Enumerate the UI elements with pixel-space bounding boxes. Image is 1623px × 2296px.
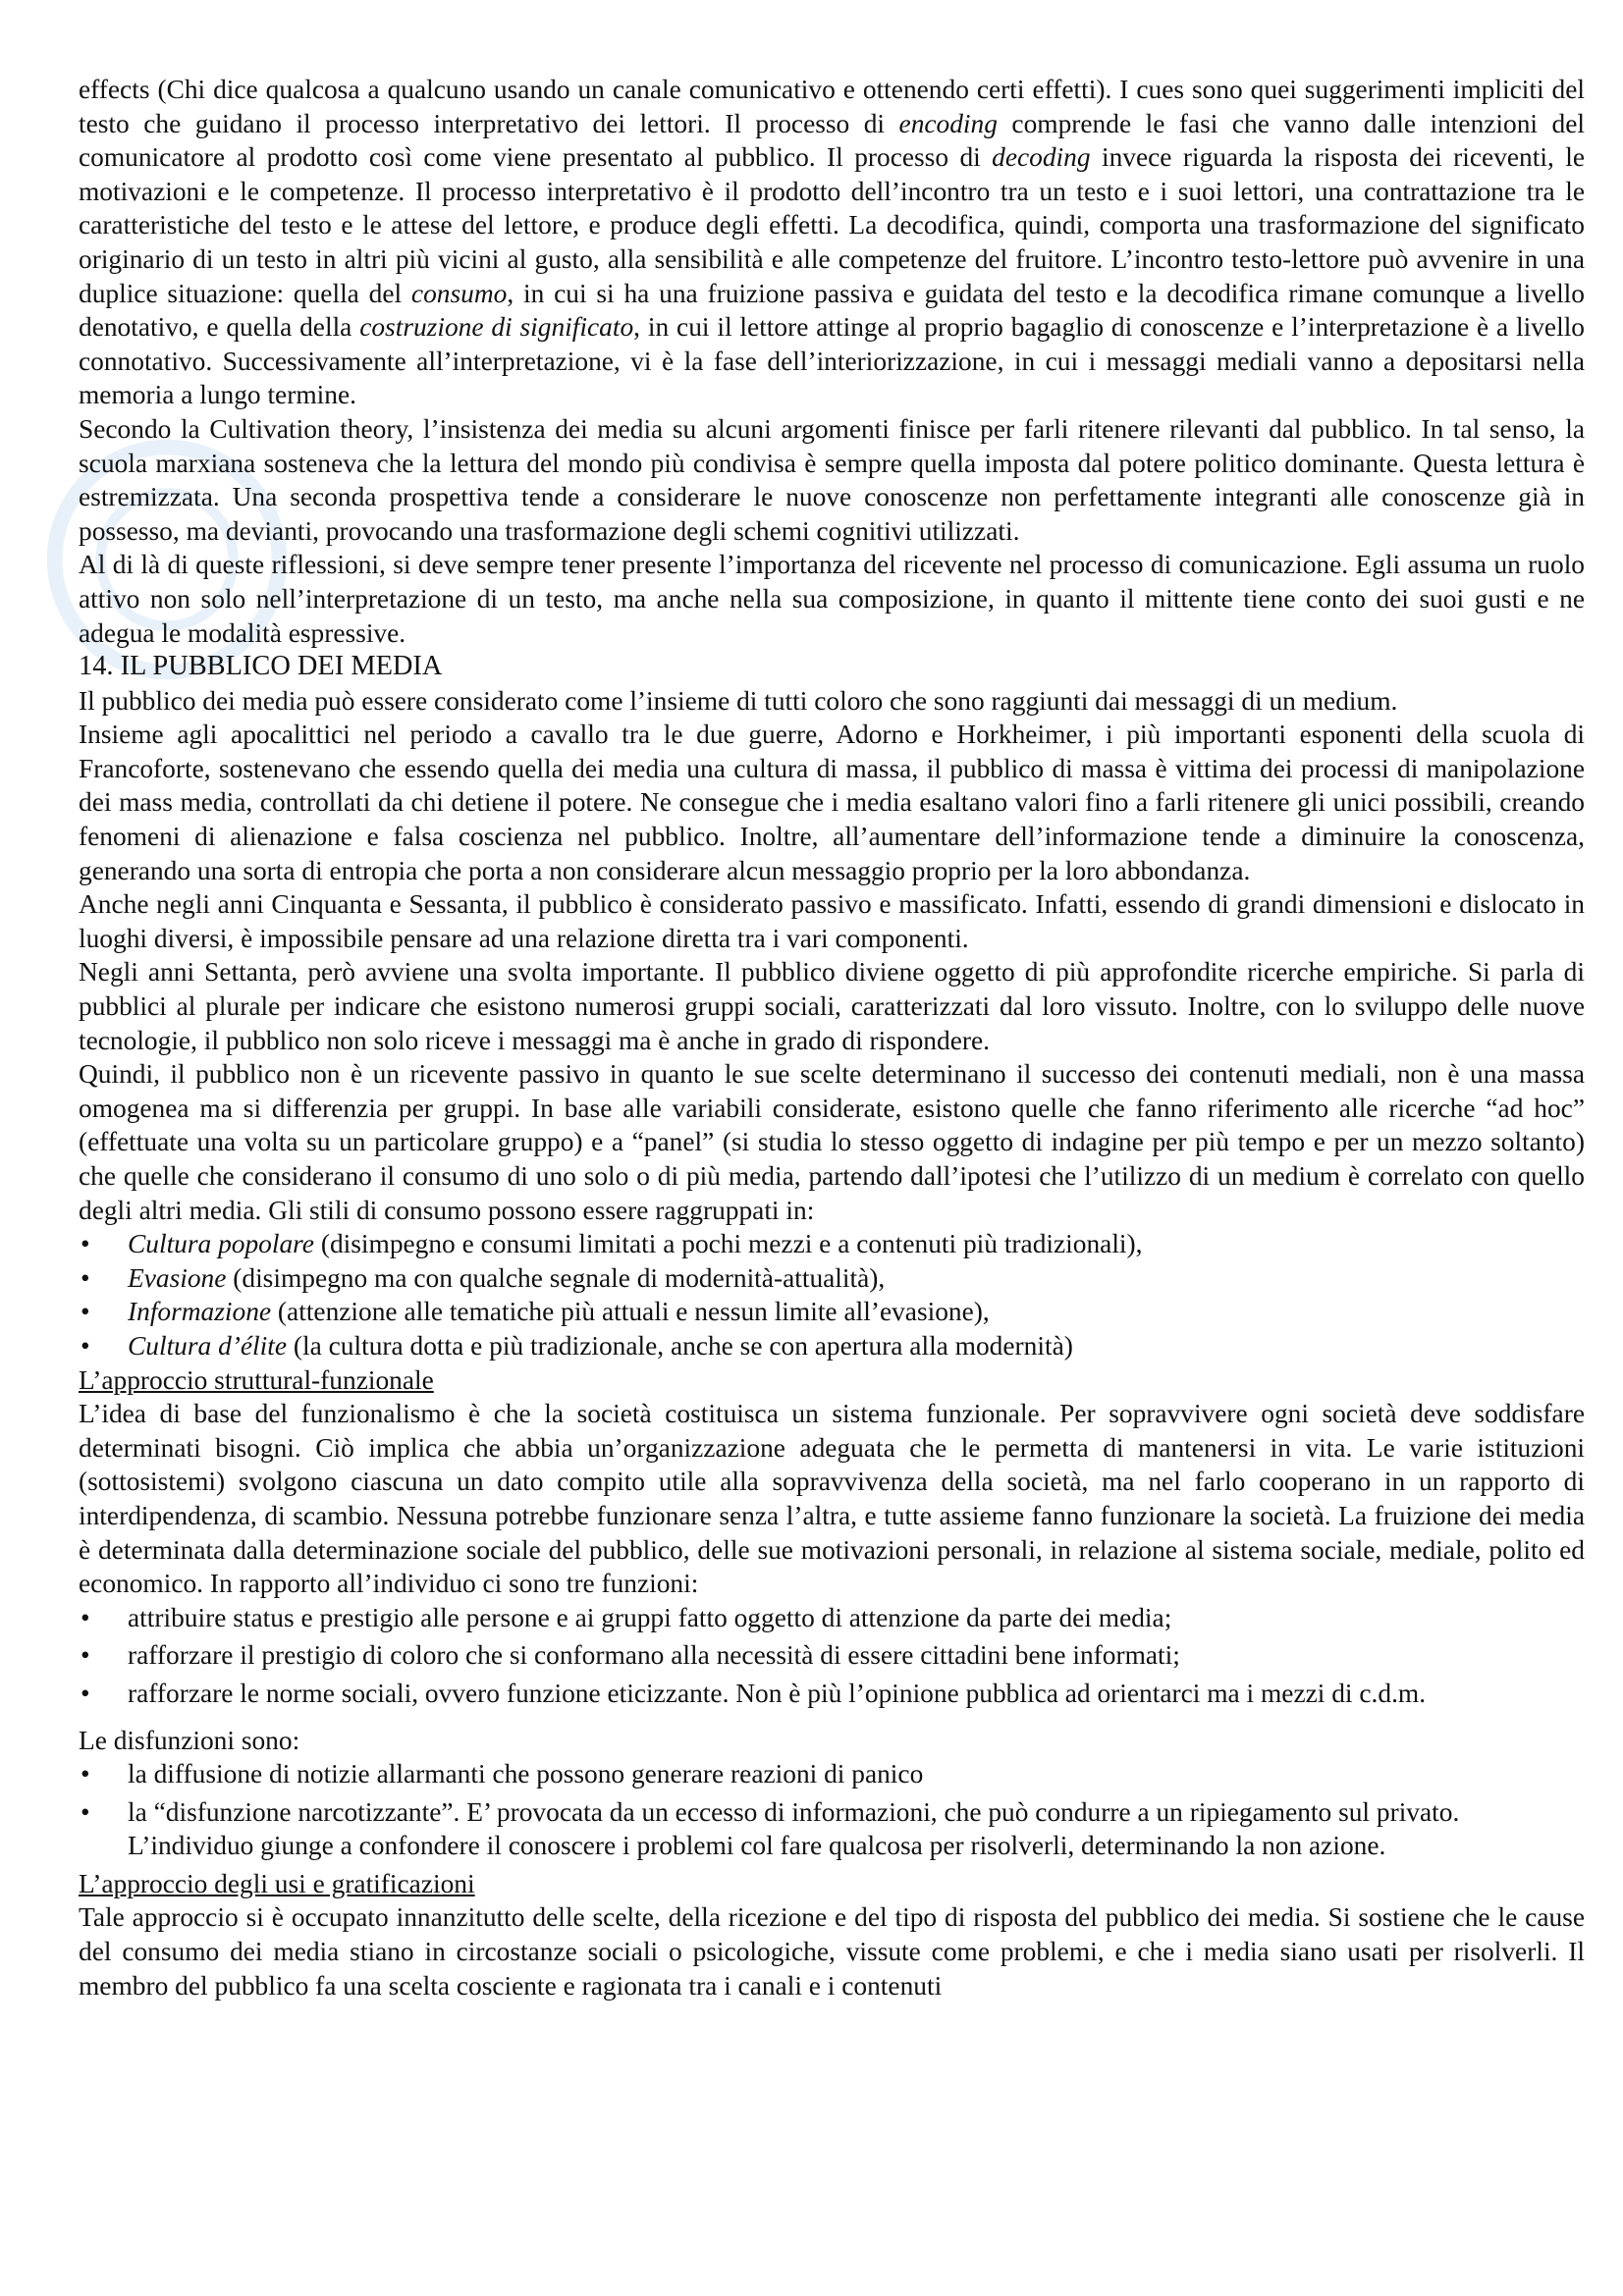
list-item: • Evasione (disimpegno ma con qualche segnale di modernità-attualità), (79, 1261, 1585, 1296)
paragraph-cultivation-theory: Secondo la Cultivation theory, l’insistenza dei media su alcuni argomenti finisce per farli ritenere rilevanti dal pubblico. In tal senso, la scuola marxiana sosteneva che la lettura del mondo più condivisa è sempre quella imposta dal potere politico dominante. Questa lettura è estremizzata. Una seconda prospettiva tende a considerare le nuove conoscenze non perfettamente integranti alle conoscenze già in possesso, ma devianti, provocando una trasformazione degli schemi cognitivi utilizzati. (79, 413, 1585, 546)
bullet-icon: • (81, 1330, 90, 1361)
subheading-structural-functional: L’approccio struttural-funzionale (79, 1364, 434, 1395)
bullet-icon: • (81, 1678, 90, 1708)
dysfunctions-list (79, 1757, 1585, 1863)
paragraph-uses-gratifications: Tale approccio si è occupato innanzitutto delle scelte, della ricezione e del tipo di risposta del pubblico dei media. Si sostiene che le cause del consumo dei media stiano in circostanze sociali o psicologiche, vissute come problemi, e che i media siano usati per risolverli. Il membro del pubblico fa una scelta cosciente e ragionata tra i canali e i contenuti (79, 1902, 1585, 2001)
bullet-icon: • (81, 1262, 90, 1293)
paragraph-seventies: Negli anni Settanta, però avviene una svolta importante. Il pubblico diviene oggetto di più approfondite ricerche empiriche. Si parla di pubblici al plurale per indicare che esistono numerosi gruppi sociali, caratterizzati dal loro vissuto. Inoltre, con lo sviluppo delle nuove tecnologie, il pubblico non solo riceve i messaggi ma è anche in grado di rispondere. (79, 957, 1585, 1055)
list-item: • Informazione (attenzione alle tematiche più attuali e nessun limite all’evasione), (79, 1295, 1585, 1329)
list-item: • rafforzare il prestigio di coloro che si conformano alla necessità di essere cittadini bene informati; (79, 1638, 1585, 1673)
bullet-icon: • (81, 1759, 90, 1789)
subheading-uses-gratifications: L’approccio degli usi e gratificazioni (79, 1868, 475, 1898)
list-item: • attribuire status e prestigio alle persone e ai gruppi fatto oggetto di attenzione da parte dei media; (79, 1601, 1585, 1635)
list-item: • la “disfunzione narcotizzante”. E’ provocata da un eccesso di informazioni, che può condurre a un ripiegamento sul privato. L’individuo giunge a confondere il conoscere i problemi col fare qualcosa per risolverli, determinando la non azione. (81, 1796, 1460, 1861)
bullet-icon: • (81, 1796, 90, 1827)
bullet-icon: • (81, 1640, 90, 1671)
bullet-icon: • (81, 1602, 90, 1632)
paragraph-dysfunctions-intro: Le disfunzioni sono: (79, 1725, 300, 1755)
list-item: • Cultura d’élite (la cultura dotta e più tradizionale, anche se con apertura alla modernità) (79, 1329, 1585, 1363)
section-heading: 14. IL PUBBLICO DEI MEDIA (79, 651, 443, 682)
bullet-icon: • (81, 1297, 90, 1327)
functions-list (79, 1601, 1585, 1711)
list-item: • la diffusione di notizie allarmanti che possono generare reazioni di panico (79, 1757, 1585, 1791)
bullet-icon: • (81, 1229, 90, 1259)
paragraph-public-definition: Il pubblico dei media può essere considerato come l’insieme di tutti coloro che sono raggiunti dai messaggi di un medium. (79, 685, 1398, 716)
list-item: • Cultura popolare (disimpegno e consumi limitati a pochi mezzi e a contenuti più tradizionali), (79, 1227, 1585, 1261)
paragraph-functionalism: L’idea di base del funzionalismo è che la società costituisca un sistema funzionale. Per sopravvivere ogni società deve soddisfare determinati bisogni. Ciò implica che abbia un’organizzazione adeguata che le permetta di mantenersi in vita. Le varie istituzioni (sottosistemi) svolgono ciascuna un dato compito utile alla sopravvivenza della società, ma nel farlo cooperano in un rapporto di interdipendenza, di scambio. Nessuna potrebbe funzionare senza l’altra, e tutte assieme fanno funzionare la società. La fruizione dei media è determinata dalla determinazione sociale del pubblico, delle sue motivazioni personali, in relazione al sistema sociale, mediale, polito ed economico. In rapporto all’individuo ci sono tre funzioni: (79, 1399, 1585, 1599)
paragraph-fifties-sixties: Anche negli anni Cinquanta e Sessanta, il pubblico è considerato passivo e massificato. Infatti, essendo di grandi dimensioni e dislocato in luoghi diversi, è impossibile pensare ad una relazione diretta tra i vari componenti. (79, 889, 1585, 953)
paragraph-decoding: effects (Chi dice qualcosa a qualcuno usando un canale comunicativo e ottenendo certi effetti). I cues sono quei suggerimenti impliciti del testo che guidano il processo interpretativo dei lettori. Il processo di encoding comprende le fasi che vanno dalle intenzioni del comunicatore al prodotto così come viene presentato al pubblico. Il processo di decoding invece riguarda la risposta dei riceventi, le motivazioni e le competenze. Il processo interpretativo è il prodotto dell’incontro tra un testo e i suoi lettori, una contrattazione tra le caratteristiche del testo e le attese del lettore, e produce degli effetti. La decodifica, quindi, comporta una trasformazione del significato originario di un testo in altri più vicini al gusto, alla sensibilità e alle competenze del fruitore. L’incontro testo-lettore può avvenire in una duplice situazione: quella del consumo, in cui si ha una fruizione passiva e guidata del testo e la decodifica rimane comunque a livello denotativo, e quella della costruzione di significato, in cui il lettore attinge al proprio bagaglio di conoscenze e l’interpretazione è a livello connotativo. Successivamente all’interpretazione, vi è la fase dell’interiorizzazione, in cui i messaggi mediali vanno a depositarsi nella memoria a lungo termine. (79, 75, 1585, 410)
paragraph-receiver-role: Al di là di queste riflessioni, si deve sempre tener presente l’importanza del ricevente nel processo di comunicazione. Egli assuma un ruolo attivo non solo nell’interpretazione di un testo, ma anche nella sua composizione, in quanto il mittente tiene conto dei suoi gusti e ne adegua le modalità espressive. (79, 550, 1585, 648)
paragraph-consumption-styles: Quindi, il pubblico non è un ricevente passivo in quanto le sue scelte determinano il successo dei contenuti mediali, non è una massa omogenea ma si differenzia per gruppi. In base alle variabili considerate, esistono quelle che fanno riferimento alle ricerche “ad hoc” (effettuate una volta su un particolare gruppo) e a “panel” (si studia lo stesso oggetto di indagine per più tempo e per un mezzo soltanto) che quelle che considerano il consumo di uno solo o di più media, partendo dall’ipotesi che l’utilizzo di un medium è correlato con quello degli altri media. Gli stili di consumo possono essere raggruppati in: (79, 1059, 1585, 1225)
list-item: • rafforzare le norme sociali, ovvero funzione eticizzante. Non è più l’opinione pubblica ad orientarci ma i mezzi di c.d.m. (79, 1677, 1585, 1711)
paragraph-frankfurt-school: Insieme agli apocalittici nel periodo a cavallo tra le due guerre, Adorno e Horkheimer, i più importanti esponenti della scuola di Francoforte, sostenevano che essendo quella dei media una cultura di massa, il pubblico di massa è vittima dei processi di manipolazione dei mass media, controllati da chi detiene il potere. Ne consegue che i media esaltano valori fino a farli ritenere gli unici possibili, creando fenomeni di alienazione e falsa coscienza nel pubblico. Inoltre, all’aumentare dell’informazione tende a diminuire la conoscenza, generando una sorta di entropia che porta a non considerare alcun messaggio proprio per la loro abbondanza. (79, 720, 1585, 885)
document-page (79, 73, 1585, 2002)
consumption-styles-list (79, 1227, 1585, 1362)
